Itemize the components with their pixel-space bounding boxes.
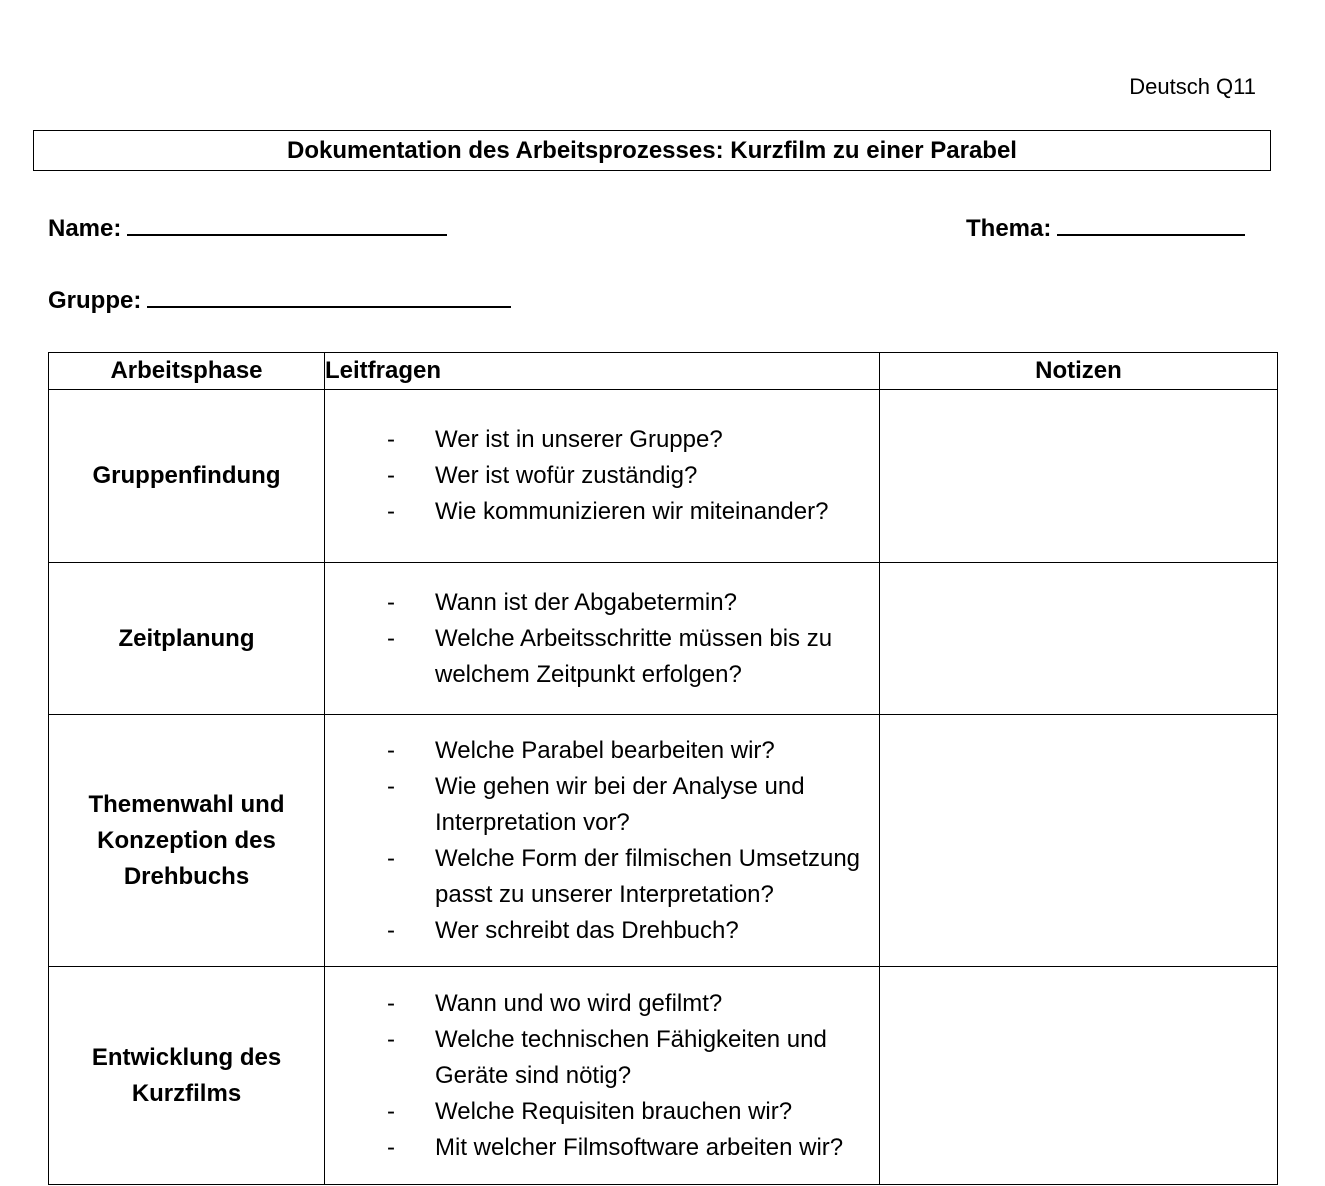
phase-cell: Gruppenfindung: [49, 390, 325, 563]
questions-cell: [325, 967, 880, 1185]
header-arbeitsphase: Arbeitsphase: [49, 353, 325, 390]
gruppe-label: Gruppe:: [48, 287, 142, 314]
question-item: - Welche Form der filmischen Umsetzung passt zu unserer Interpretation?: [325, 841, 879, 913]
work-process-table: [48, 352, 1278, 1185]
notes-cell[interactable]: [880, 563, 1278, 715]
question-item: - Wann und wo wird gefilmt?: [325, 986, 879, 1022]
question-item: - Wer ist wofür zuständig?: [325, 458, 879, 494]
question-item: - Welche technischen Fähigkeiten und Geräte sind nötig?: [325, 1022, 879, 1094]
gruppe-blank-line[interactable]: [147, 284, 511, 308]
name-blank-line[interactable]: [127, 212, 447, 236]
notes-cell[interactable]: [880, 715, 1278, 967]
question-list: [325, 422, 879, 530]
table-row: [49, 715, 1278, 967]
question-item: - Wie kommunizieren wir miteinander?: [325, 494, 879, 530]
question-item: - Welche Parabel bearbeiten wir?: [325, 733, 879, 769]
document-title: [33, 130, 1271, 171]
table-header-row: [49, 353, 1278, 390]
question-item: - Wer ist in unserer Gruppe?: [325, 422, 879, 458]
questions-cell: [325, 563, 880, 715]
header-leitfragen: Leitfragen: [325, 353, 880, 390]
table-row: [49, 563, 1278, 715]
name-field: [48, 212, 447, 243]
question-list: [325, 585, 879, 693]
questions-cell: [325, 390, 880, 563]
phase-cell: Themenwahl und Konzeption des Drehbuchs: [49, 715, 325, 967]
thema-field: [966, 212, 1245, 243]
course-label: Deutsch Q11: [1129, 74, 1256, 99]
table-row: [49, 390, 1278, 563]
document-title-text: Dokumentation des Arbeitsprozesses: Kurzfilm zu einer Parabel: [287, 136, 1017, 164]
notes-cell[interactable]: [880, 390, 1278, 563]
question-item: - Wie gehen wir bei der Analyse und Interpretation vor?: [325, 769, 879, 841]
name-label: Name:: [48, 215, 122, 242]
gruppe-field: [48, 284, 511, 315]
question-list: [325, 733, 879, 949]
question-item: - Mit welcher Filmsoftware arbeiten wir?: [325, 1130, 879, 1166]
questions-cell: [325, 715, 880, 967]
phase-cell: Zeitplanung: [49, 563, 325, 715]
question-item: - Wann ist der Abgabetermin?: [325, 585, 879, 621]
header-notizen: Notizen: [880, 353, 1278, 390]
question-item: - Welche Requisiten brauchen wir?: [325, 1094, 879, 1130]
question-item: - Welche Arbeitsschritte müssen bis zu welchem Zeitpunkt erfolgen?: [325, 621, 879, 693]
notes-cell[interactable]: [880, 967, 1278, 1185]
question-list: [325, 986, 879, 1166]
phase-cell: Entwicklung des Kurzfilms: [49, 967, 325, 1185]
thema-label: Thema:: [966, 215, 1052, 242]
thema-blank-line[interactable]: [1057, 212, 1245, 236]
table-row: [49, 967, 1278, 1185]
question-item: - Wer schreibt das Drehbuch?: [325, 913, 879, 949]
